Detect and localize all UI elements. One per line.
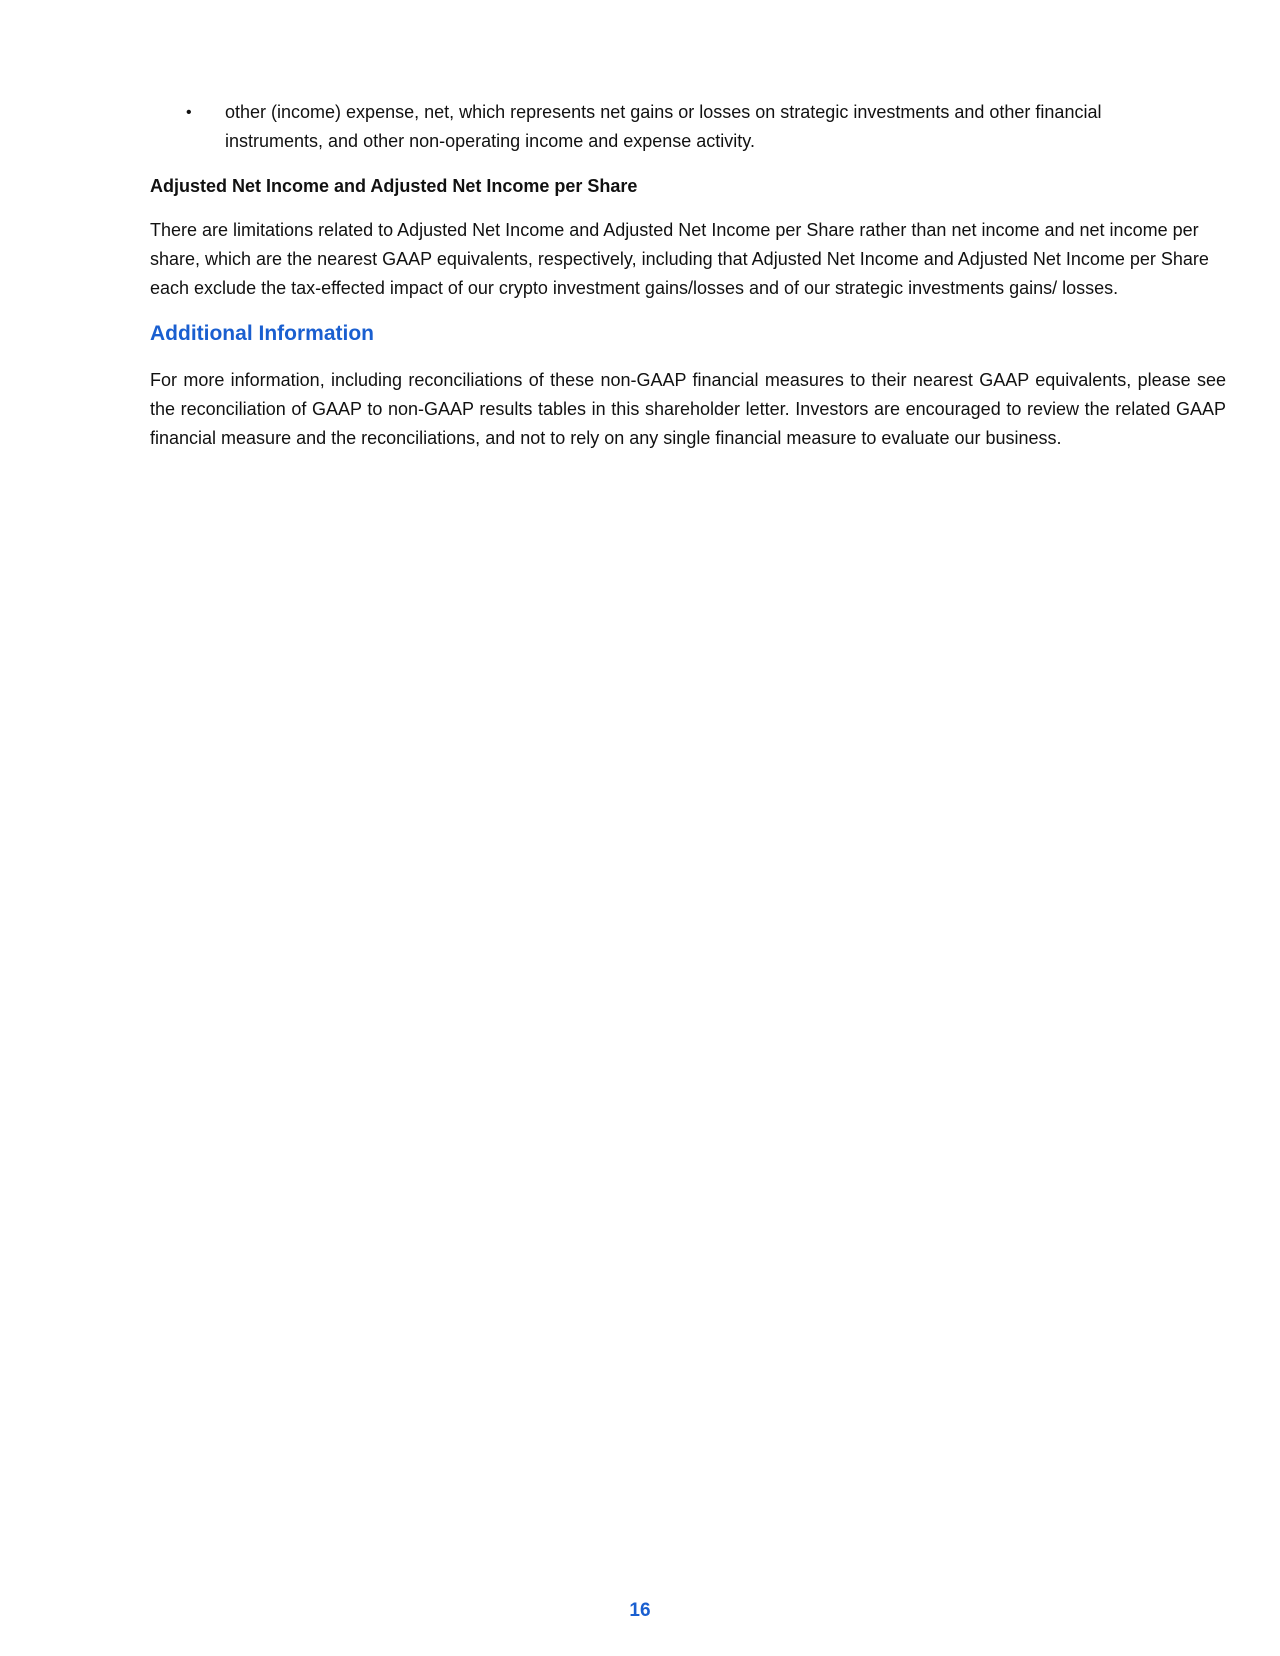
bullet-icon: • [186, 104, 192, 121]
bullet-text: other (income) expense, net, which represents net gains or losses on strategic investments and other financial instruments, and other non-operating income and expense activity. [225, 102, 1102, 151]
page-number: 16 [629, 1600, 651, 1621]
document-body [150, 98, 1226, 453]
adjusted-net-income-heading: Adjusted Net Income and Adjusted Net Income per Share [150, 176, 638, 196]
bullet-list [150, 98, 1226, 156]
additional-information-heading: Additional Information [150, 322, 374, 345]
additional-information-paragraph: For more information, including reconciliations of these non-GAAP financial measures to their nearest GAAP equivalents, please see the reconciliation of GAAP to non-GAAP results tables in this shareholder letter. Investors are encouraged to review the related GAAP financial measure and the reconciliations, and not to rely on any single financial measure to evaluate our business. [150, 370, 1226, 448]
list-item [150, 98, 1226, 156]
adjusted-net-income-paragraph: There are limitations related to Adjusted Net Income and Adjusted Net Income per Share rather than net income and net income per share, which are the nearest GAAP equivalents, respectively, including that Adjusted Net Income and Adjusted Net Income per Share each exclude the tax-effected impact of our crypto investment gains/losses and of our strategic investments gains/ losses. [150, 220, 1209, 298]
